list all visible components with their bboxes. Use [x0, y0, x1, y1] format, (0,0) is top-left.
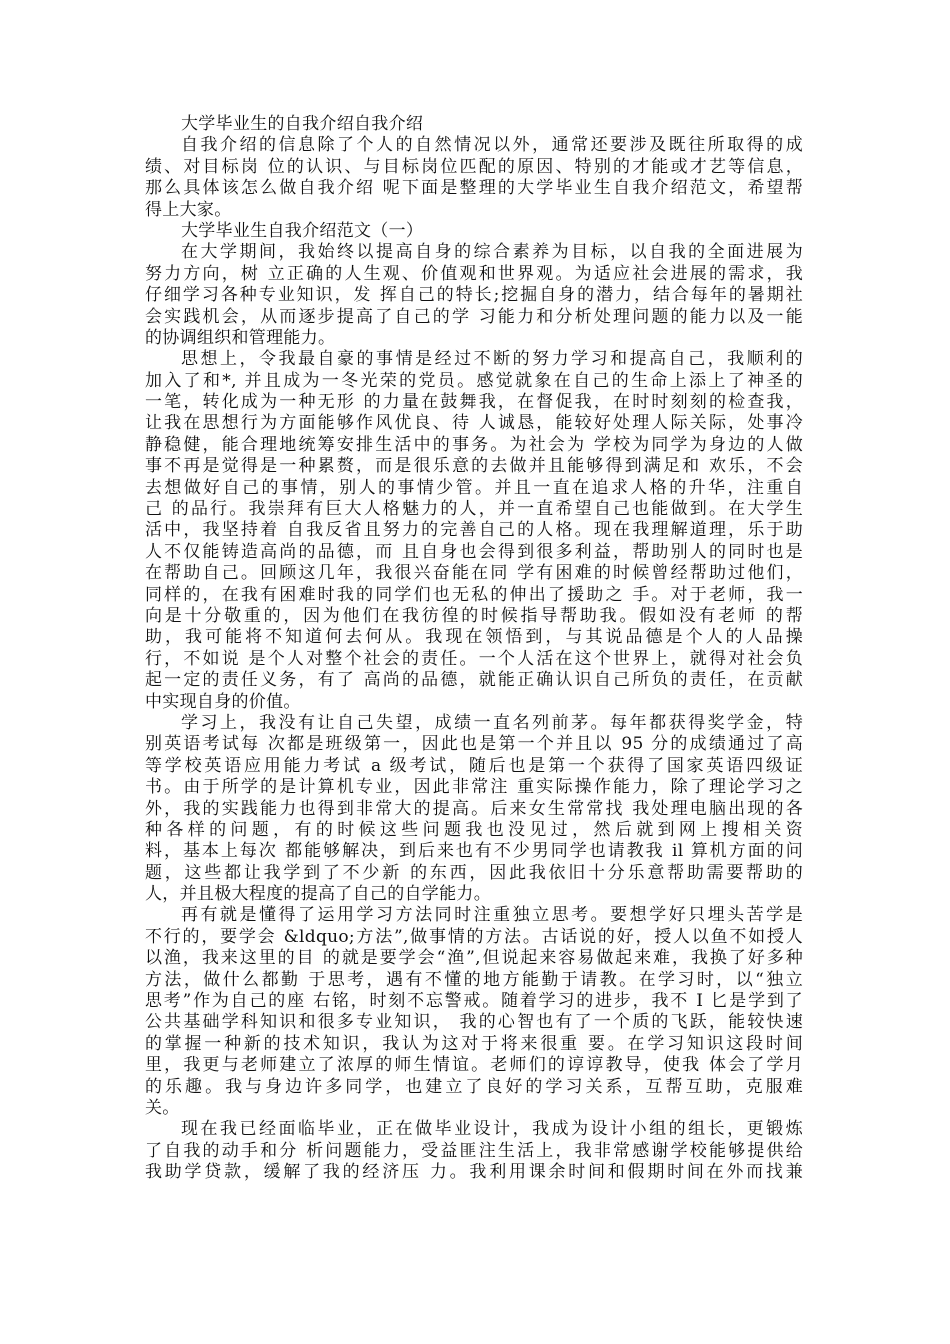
paragraph-2-line: 静稳健，能合理地统筹安排生活中的事务。为社会为 学校为同学为身边的人做	[145, 434, 803, 455]
paragraph-2-line: 行，不如说 是个人对整个社会的责任。一个人活在这个世界上，就得对社会负	[145, 648, 803, 669]
paragraph-3-line: 题，这些都让我学到了不少新 的东西，因此我依旧十分乐意帮助需要帮助的	[145, 862, 803, 883]
paragraph-2-line: 起一定的责任义务，有了 高尚的品德，就能正确认识自己所负的责任，在贡献	[145, 670, 803, 691]
document-title: 大学毕业生的自我介绍自我介绍	[181, 114, 424, 134]
paragraph-4-line: 公共基础学科知识和很多专业知识， 我的心智也有了一个质的飞跃，能较快速	[145, 1012, 803, 1033]
paragraph-3-line: 别英语考试每 次都是班级第一，因此也是第一个并且以 95 分的成绩通过了高	[145, 734, 803, 755]
paragraph-2-line: 中实现自身的价值。	[145, 691, 301, 712]
document-body	[145, 114, 803, 1184]
paragraph-3-line: 书。由于所学的是计算机专业，因此非常注 重实际操作能力，除了理论学习之	[145, 777, 803, 798]
paragraph-1-line: 的协调组织和管理能力。	[145, 327, 336, 348]
intro-paragraph-line: 那么具体该怎么做自我介绍 呢下面是整理的大学毕业生自我介绍范文，希望帮	[145, 178, 803, 199]
paragraph-3-line: 外，我的实践能力也得到非常大的提高。后来女生常常找 我处理电脑出现的各	[145, 798, 803, 819]
paragraph-1-line: 在大学期间，我始终以提高自身的综合素养为目标，以自我的全面进展为	[181, 242, 803, 263]
paragraph-2-line: 思想上，令我最自豪的事情是经过不断的努力学习和提高自己，我顺利的	[181, 349, 803, 370]
paragraph-2-line: 活中，我坚持着 自我反省且努力的完善自己的人格。现在我理解道理，乐于助	[145, 520, 803, 541]
paragraph-4-line: 的乐趣。我与身边许多同学，也建立了良好的学习关系，互帮互助，克服难	[145, 1076, 803, 1097]
paragraph-5-line: 了自我的动手和分 析问题能力，受益匪注生活上，我非常感谢学校能够提供给	[145, 1140, 803, 1161]
paragraph-1-line: 努力方向，树 立正确的人生观、价值观和世界观。为适应社会进展的需求，我	[145, 263, 803, 284]
paragraph-2-line: 加入了和*, 并且成为一冬光荣的党员。感觉就象在自己的生命上添上了神圣的	[145, 370, 803, 391]
paragraph-1-line: 会实践机会，从而逐步提高了自己的学 习能力和分析处理问题的能力以及一能	[145, 306, 803, 327]
paragraph-5-line: 我助学贷款，缓解了我的经济压 力。我利用课余时间和假期时间在外而找兼	[145, 1162, 803, 1183]
paragraph-2-line: 一笔，转化成为一种无形 的力量在鼓舞我，在督促我，在时时刻刻的检查我，	[145, 392, 803, 413]
paragraph-3-line: 等学校英语应用能力考试 a 级考试，随后也是第一个获得了国家英语四级证	[145, 755, 803, 776]
paragraph-4-line: 再有就是懂得了运用学习方法同时注重独立思考。要想学好只埋头苦学是	[181, 905, 803, 926]
intro-paragraph-line: 自我介绍的信息除了个人的自然情况以外，通常还要涉及既往所取得的成	[181, 135, 803, 156]
intro-paragraph-line: 得上大家。	[145, 199, 232, 220]
paragraph-3-line: 种各样的问题，有的时候这些问题我也没见过，然后就到网上搜相关资	[145, 819, 803, 840]
paragraph-3-line: 学习上，我没有让自己失望，成绩一直名列前茅。每年都获得奖学金，特	[181, 712, 803, 733]
intro-paragraph-line: 绩、对目标岗 位的认识、与目标岗位匹配的原因、特别的才能或才艺等信息，	[145, 156, 803, 177]
paragraph-2-line: 去想做好自己的事情，别人的事情少管。并且一直在追求人格的升华，注重自	[145, 477, 803, 498]
paragraph-4-line: 方法，做什么都勤 于思考，遇有不懂的地方能勤于请教。在学习时，以“独立	[145, 969, 803, 990]
paragraph-3-line: 料，基本上每次 都能够解决，到后来也有不少男同学也请教我 il 算机方面的问	[145, 841, 803, 862]
paragraph-2-line: 让我在思想行为方面能够作风优良、待 人诚恳，能较好处理人际关际，处事冷	[145, 413, 803, 434]
paragraph-2-line: 向是十分敬重的，因为他们在我彷徨的时候指导帮助我。假如没有老师 的帮	[145, 605, 803, 626]
paragraph-4-line: 思考”作为自己的座 右铭，时刻不忘警戒。随着学习的进步，我不 I 匕是学到了	[145, 991, 803, 1012]
section-title: 大学毕业生自我介绍范文（一）	[181, 220, 424, 241]
paragraph-2-line: 在帮助自己。回顾这几年，我很兴奋能在同 学有困难的时候曾经帮助过他们，	[145, 563, 803, 584]
paragraph-4-line: 关。	[145, 1097, 180, 1118]
paragraph-4-line: 不行的，要学会 &ldquo;方法”,做事情的方法。古话说的好，授人以鱼不如授人	[145, 926, 803, 947]
paragraph-2-line: 人不仅能铸造高尚的品德，而 且自身也会得到很多利益，帮助别人的同时也是	[145, 541, 803, 562]
paragraph-4-line: 以渔，我来这里的目 的就是要学会“渔”,但说起来容易做起来难，我换了好多种	[145, 948, 803, 969]
paragraph-5-line: 现在我已经面临毕业，正在做毕业设计，我成为设计小组的组长，更锻炼	[181, 1119, 803, 1140]
paragraph-3-line: 人，并且极大程度的提高了自己的自学能力。	[145, 884, 491, 905]
paragraph-2-line: 同样的，在我有困难时我的同学们也无私的伸出了援助之 手。对于老师，我一	[145, 584, 803, 605]
paragraph-2-line: 己 的品行。我崇拜有巨大人格魅力的人，并一直希望自己也能做到。在大学生	[145, 499, 803, 520]
paragraph-2-line: 事不再是觉得是一种累赘，而是很乐意的去做并且能够得到满足和 欢乐，不会	[145, 456, 803, 477]
paragraph-4-line: 的掌握一种新的技术知识，我认为这对于将来很重 要。在学习知识这段时间	[145, 1033, 803, 1054]
paragraph-1-line: 仔细学习各种专业知识，发 挥自己的特长;挖掘自身的潜力，结合每年的暑期社	[145, 285, 803, 306]
paragraph-2-line: 助，我可能将不知道何去何从。我现在领悟到，与其说品德是个人的人品操	[145, 627, 803, 648]
paragraph-4-line: 里，我更与老师建立了浓厚的师生情谊。老师们的谆谆教导，使我 体会了学月	[145, 1055, 803, 1076]
